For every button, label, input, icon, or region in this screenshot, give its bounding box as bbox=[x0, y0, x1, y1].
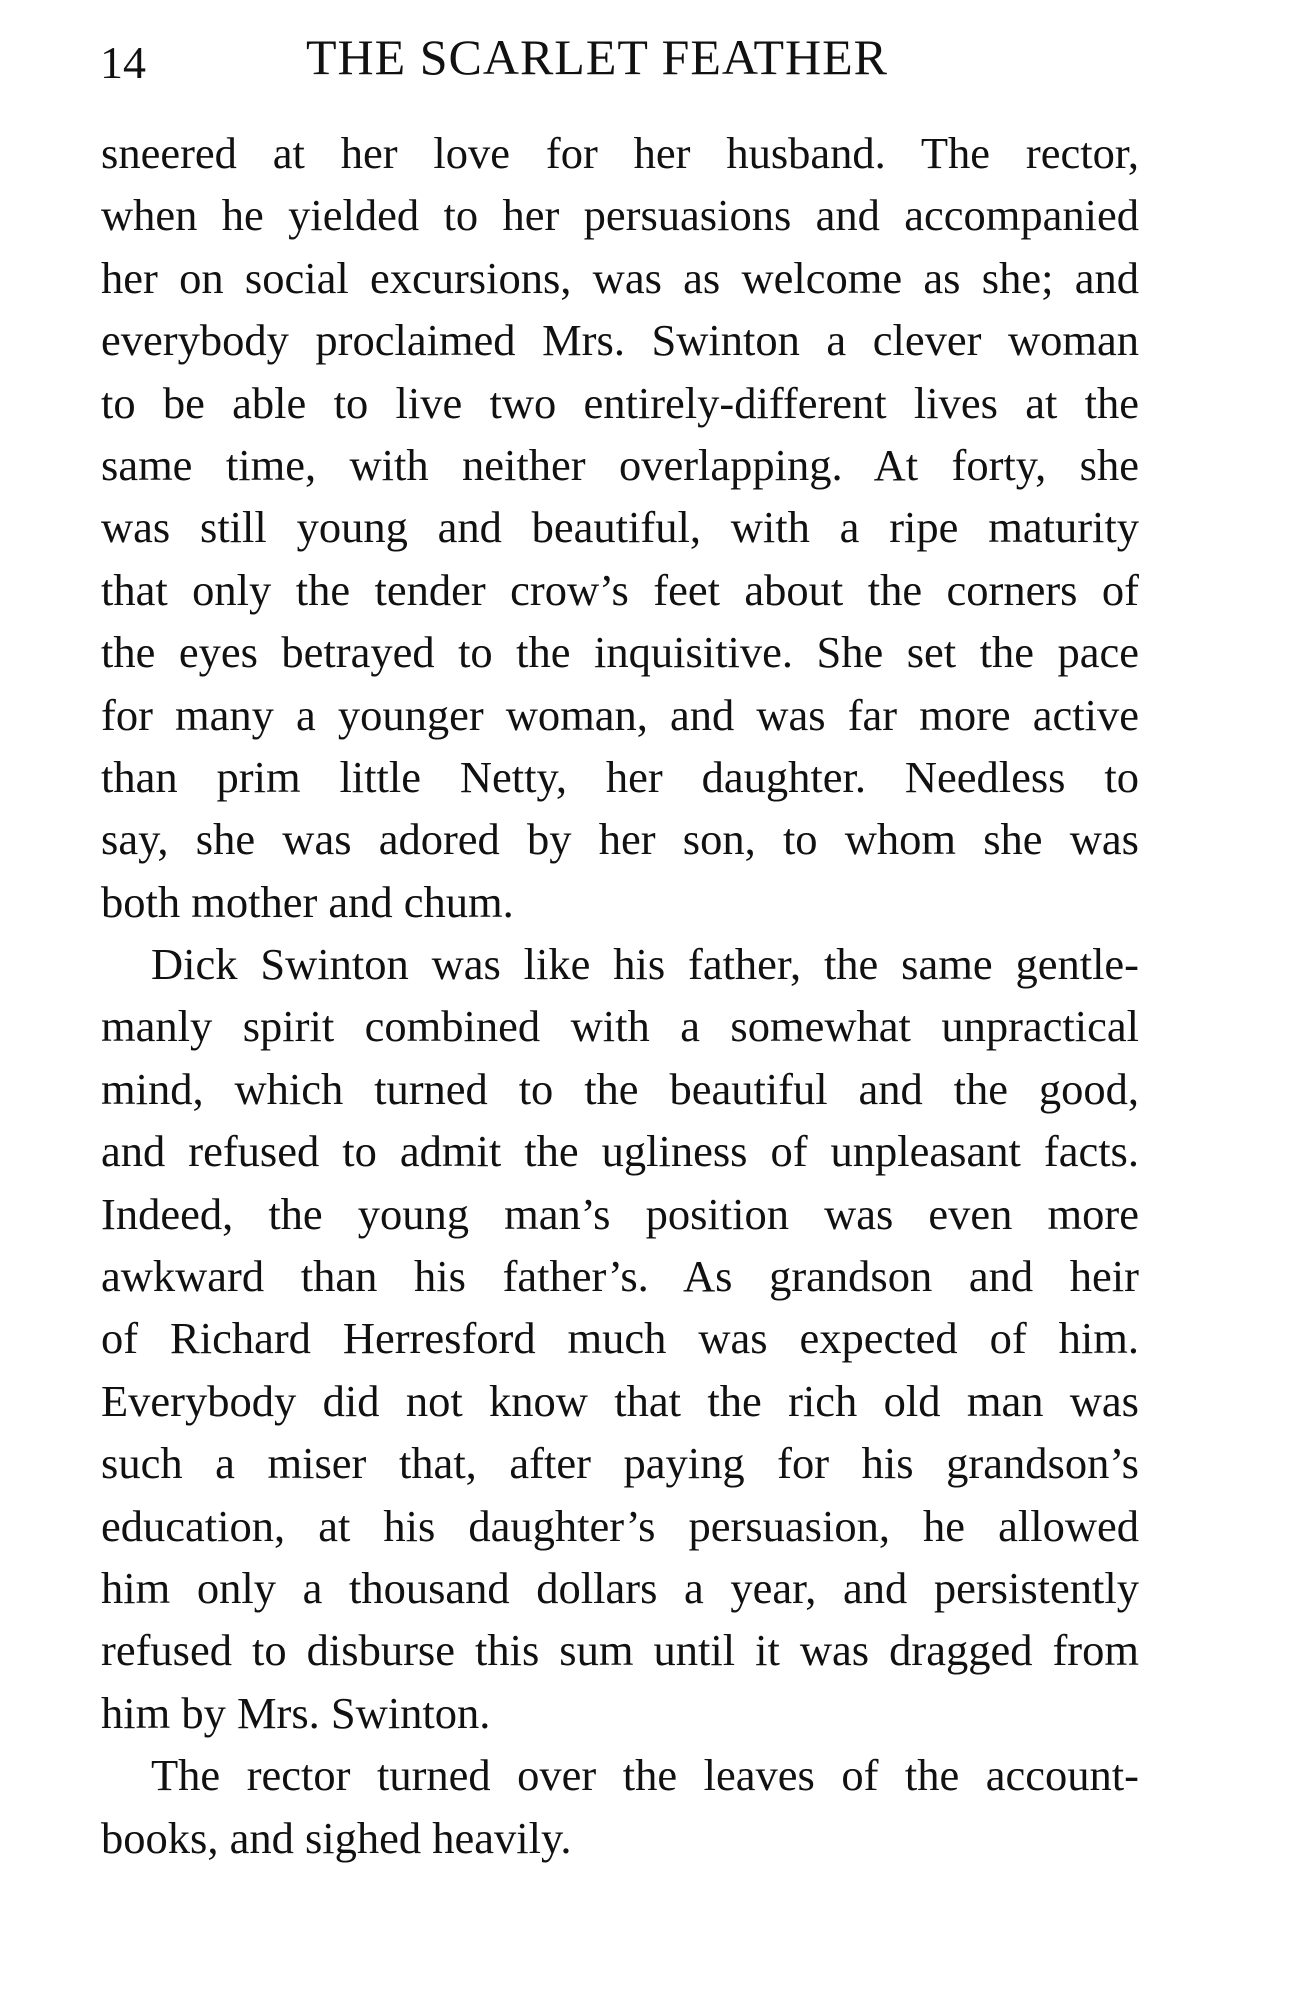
text-line: her on social excursions, was as welcome as she; and bbox=[101, 252, 1139, 303]
paragraph bbox=[101, 1744, 1139, 1869]
text-line: awkward than his father’s. As grandson and heir bbox=[101, 1251, 1139, 1302]
text-line: the eyes betrayed to the inquisitive. She set the pace bbox=[101, 627, 1139, 678]
text-line: mind, which turned to the beautiful and the good, bbox=[101, 1063, 1139, 1114]
text-line: to be able to live two entirely-different lives at the bbox=[101, 377, 1139, 428]
text-line: The rector turned over the leaves of the account- bbox=[151, 1750, 1139, 1801]
text-line: him by Mrs. Swinton. bbox=[101, 1687, 491, 1738]
paragraph bbox=[101, 933, 1139, 1744]
text-line: such a miser that, after paying for his grandson’s bbox=[101, 1438, 1139, 1489]
text-line: of Richard Herresford much was expected of him. bbox=[101, 1313, 1139, 1364]
text-line: for many a younger woman, and was far more active bbox=[101, 689, 1139, 740]
text-line: that only the tender crow’s feet about the corners of bbox=[101, 564, 1139, 615]
text-line: sneered at her love for her husband. The rector, bbox=[101, 128, 1139, 178]
text-line: say, she was adored by her son, to whom she was bbox=[101, 814, 1139, 865]
text-line: Dick Swinton was like his father, the same gentle- bbox=[151, 939, 1139, 990]
text-line: both mother and chum. bbox=[101, 876, 514, 927]
text-line: than prim little Netty, her daughter. Needless to bbox=[101, 751, 1139, 802]
page-body bbox=[101, 122, 1139, 1869]
text-line: refused to disburse this sum until it was dragged from bbox=[101, 1625, 1139, 1676]
text-line: Everybody did not know that the rich old man was bbox=[101, 1375, 1139, 1426]
text-line: when he yielded to her persuasions and accompanied bbox=[101, 190, 1139, 241]
running-header bbox=[0, 28, 1289, 98]
text-line: him only a thousand dollars a year, and persistently bbox=[101, 1562, 1139, 1613]
page-number: 14 bbox=[100, 37, 146, 88]
text-line: education, at his daughter’s persuasion, he allowed bbox=[101, 1500, 1139, 1551]
text-line: manly spirit combined with a somewhat unpractical bbox=[101, 1001, 1139, 1052]
text-line: books, and sighed heavily. bbox=[101, 1812, 572, 1863]
text-line: Indeed, the young man’s position was even more bbox=[101, 1188, 1139, 1239]
running-title: THE SCARLET FEATHER bbox=[306, 29, 888, 85]
paragraph bbox=[101, 122, 1139, 933]
text-line: and refused to admit the ugliness of unpleasant facts. bbox=[101, 1126, 1139, 1177]
text-line: everybody proclaimed Mrs. Swinton a clever woman bbox=[101, 315, 1139, 366]
text-line: was still young and beautiful, with a ripe maturity bbox=[101, 502, 1139, 553]
text-line: same time, with neither overlapping. At forty, she bbox=[101, 439, 1139, 490]
